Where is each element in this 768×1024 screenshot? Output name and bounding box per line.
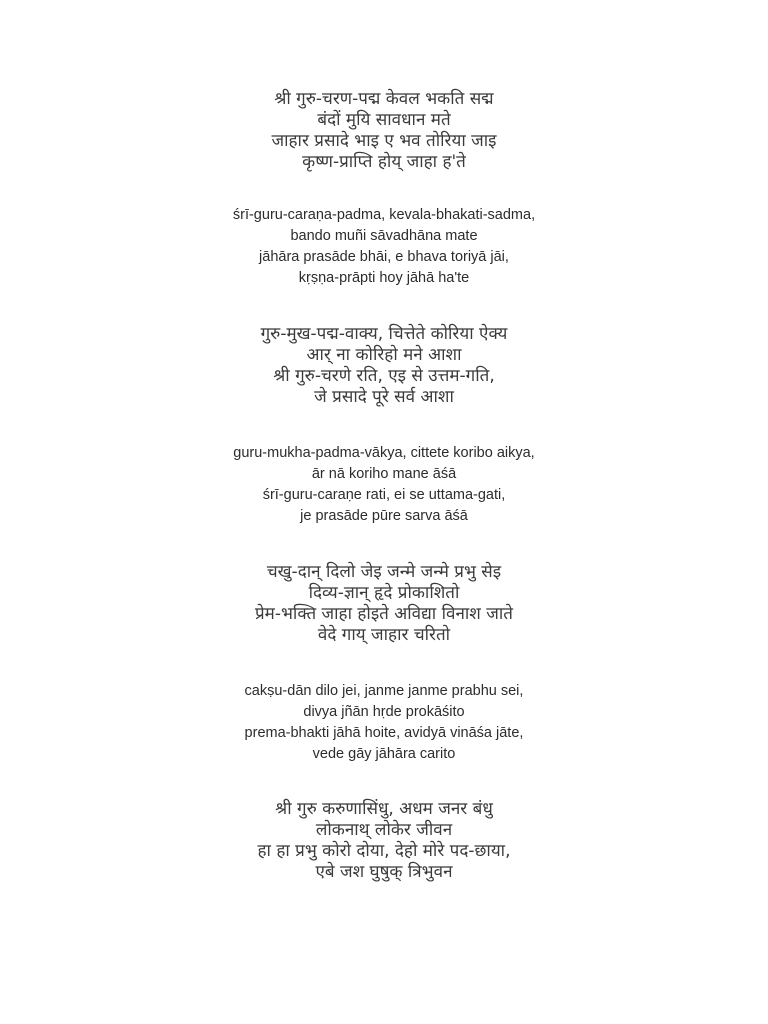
verse-line: vede gāy jāhāra carito — [312, 746, 456, 762]
stanza-1-devanagari — [0, 89, 768, 173]
verse-line: जे प्रसादे पूरे सर्व आशा — [314, 387, 454, 407]
verse-line: जाहार प्रसादे भाइ ए भव तोरिया जाइ — [271, 131, 497, 151]
verse-line: श्री गुरु-चरण-पद्म केवल भकति सद्म — [274, 89, 494, 109]
verse-line: चखु-दान् दिलो जेइ जन्मे जन्मे प्रभु सेइ — [266, 562, 502, 582]
verse-line: श्री गुरु करुणासिंधु, अधम जनर बंधु — [275, 799, 493, 819]
verse-line: कृष्ण-प्राप्ति होय् जाहा ह'ते — [302, 152, 466, 172]
verse-line: वेदे गाय् जाहार चरितो — [317, 625, 451, 645]
verse-line: divya jñān hṛde prokāśito — [303, 704, 465, 720]
verse-line: बंदों मुयि सावधान मते — [317, 110, 451, 130]
verse-line: गुरु-मुख-पद्म-वाक्य, चित्तेते कोरिया ऐक्य — [260, 324, 508, 344]
verse-line: prema-bhakti jāhā hoite, avidyā vināśa jāte, — [244, 725, 524, 741]
verse-line: श्री गुरु-चरणे रति, एइ से उत्तम-गति, — [273, 366, 495, 386]
verse-line: śrī-guru-caraṇe rati, ei se uttama-gati, — [262, 487, 506, 503]
verse-line: guru-mukha-padma-vākya, cittete koribo aikya, — [233, 445, 535, 461]
stanza-3-transliteration — [0, 681, 768, 765]
verse-line: आर् ना कोरिहो मने आशा — [306, 345, 462, 365]
verse-line: लोकनाथ् लोकेर जीवन — [315, 820, 453, 840]
verse-line: je prasāde pūre sarva āśā — [300, 508, 468, 524]
verse-line: cakṣu-dān dilo jei, janme janme prabhu sei, — [244, 683, 524, 699]
stanza-3-devanagari — [0, 562, 768, 646]
stanza-2-devanagari — [0, 324, 768, 408]
stanza-1-transliteration — [0, 205, 768, 289]
verse-line: दिव्य-ज्ञान् हृदे प्रोकाशितो — [308, 583, 460, 603]
verse-line: एबे जश घुषुक् त्रिभुवन — [315, 862, 453, 882]
verse-line: jāhāra prasāde bhāi, e bhava toriyā jāi, — [259, 249, 509, 265]
verse-line: śrī-guru-caraṇa-padma, kevala-bhakati-sadma, — [232, 207, 536, 223]
stanza-4-devanagari — [0, 799, 768, 883]
verse-line: bando muñi sāvadhāna mate — [290, 228, 478, 244]
verse-line: प्रेम-भक्ति जाहा होइते अविद्या विनाश जाते — [255, 604, 513, 624]
verse-line: हा हा प्रभु कोरो दोया, देहो मोरे पद-छाया, — [257, 841, 511, 861]
verse-line: ār nā koriho mane āśā — [311, 466, 457, 482]
verse-line: kṛṣṇa-prāpti hoy jāhā ha'te — [298, 270, 470, 286]
stanza-2-transliteration — [0, 443, 768, 527]
